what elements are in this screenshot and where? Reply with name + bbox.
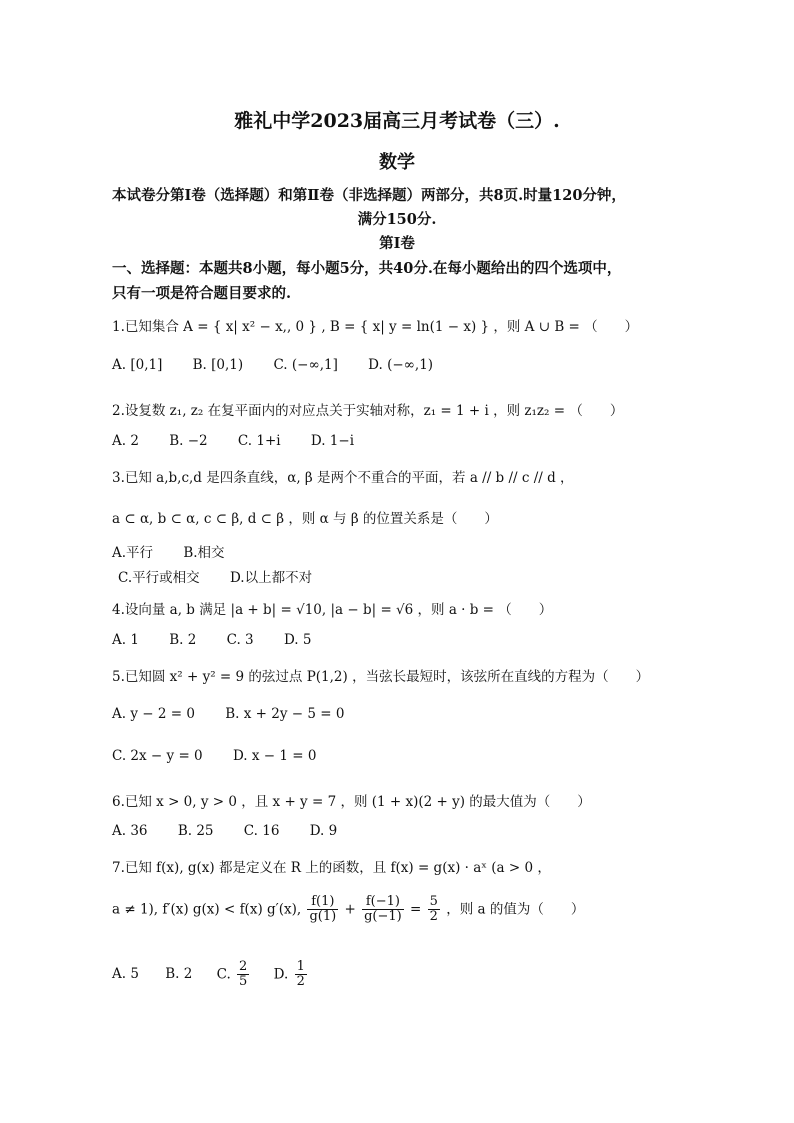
fraction-f1-g1: $\frac{f(1)}{g(1)}$ <box>309 894 337 925</box>
section-instructions-2: 只有一项是符合题目要求的. <box>112 285 292 302</box>
intro-line-1: 本试卷分第Ⅰ卷（选择题）和第Ⅱ卷（非选择题）两部分，共8页.时量120分钟， <box>112 187 626 204</box>
option-b: B. 2 <box>169 632 197 648</box>
condition-text: a ≠ 1), f′(x) g(x) < f(x) g′(x), <box>112 901 302 918</box>
question-3-options-row1 <box>112 541 251 561</box>
question-7-ask: ，则 a 的值为（ ） <box>446 901 585 918</box>
question-4-options <box>112 632 337 648</box>
option-d-label: D. <box>273 966 289 983</box>
question-2-stem: 2.设复数 z₁, z₂ 在复平面内的对应点关于实轴对称，z₁ = 1 + i ，则 z₁z₂ = （ ） <box>112 403 624 419</box>
question-5-options-row1 <box>112 706 370 722</box>
option-b: B. 25 <box>177 823 214 839</box>
intro-line-2: 满分150分. <box>357 211 437 228</box>
option-b: B. x + 2y − 5 = 0 <box>225 706 345 722</box>
option-a: A.平行 <box>112 545 154 561</box>
fraction-5-2: $\frac{5}{2}$ <box>429 894 438 925</box>
option-d: D.以上都不对 <box>229 570 313 586</box>
option-a: A. 36 <box>112 823 148 839</box>
option-a: A. y − 2 = 0 <box>112 706 195 722</box>
fraction-fm1-gm1: $\frac{f(-1)}{g(-1)}$ <box>364 894 402 925</box>
option-c-label: C. <box>216 966 231 983</box>
option-a: A. [0,1] <box>112 357 163 373</box>
question-7-stem: 7.已知 f(x), g(x) 都是定义在 R 上的函数，且 f(x) = g(x) · aˣ (a > 0 ， <box>112 860 551 876</box>
option-a: A. 2 <box>112 433 139 449</box>
section-instructions-1: 一、选择题：本题共8小题，每小题5分，共40分.在每小题给出的四个选项中， <box>112 260 622 277</box>
subject-heading: 数学 <box>379 152 415 173</box>
page-title: 雅礼中学2023届高三月考试卷（三）. <box>234 110 560 132</box>
option-b: B. [0,1) <box>192 357 244 373</box>
question-3-stem-cont: a ⊂ α, b ⊂ α, c ⊂ β, d ⊂ β ，则 α 与 β 的位置关系是（ ） <box>112 511 498 527</box>
option-c: C. 3 <box>226 632 254 648</box>
option-c-fraction: $\frac{2}{5}$ <box>239 959 248 990</box>
option-a: A. 5 <box>112 966 139 983</box>
option-d: D. x − 1 = 0 <box>232 748 317 764</box>
option-d: D. (−∞,1) <box>368 357 434 373</box>
part-heading: 第Ⅰ卷 <box>379 235 415 252</box>
question-1-stem: 1.已知集合 A = { x| x² − x,, 0 } , B = { x| y = ln(1 − x) } ，则 A ∪ B = （ ） <box>112 319 639 335</box>
option-c: C.平行或相交 <box>118 570 200 586</box>
question-6-stem: 6.已知 x > 0, y > 0 ，且 x + y = 7 ，则 (1 + x)(2 + y) 的最大值为（ ） <box>112 794 591 810</box>
option-b: B. 2 <box>165 966 193 983</box>
question-5-stem: 5.已知圆 x² + y² = 9 的弦过点 P(1,2) ，当弦长最短时，该弦所在直线的方程为（ ） <box>112 669 650 685</box>
question-6-options <box>112 823 363 839</box>
option-d: D. 1−i <box>310 433 355 449</box>
option-d-fraction: $\frac{1}{2}$ <box>296 959 305 990</box>
plus-sign: + <box>344 901 356 918</box>
option-c: C. 2x − y = 0 <box>112 748 203 764</box>
option-c: C. 1+i <box>237 433 281 449</box>
option-c: C. (−∞,1] <box>273 357 338 373</box>
question-4-stem: 4.设向量 a, b 满足 |a + b| = √10, |a − b| = √6 ，则 a · b = （ ） <box>112 602 553 618</box>
question-3-options-row2 <box>118 566 338 586</box>
question-1-options <box>112 357 459 373</box>
question-2-options <box>112 433 380 449</box>
option-b: B. −2 <box>169 433 208 449</box>
equals-sign: = <box>410 901 422 918</box>
question-7-stem-cont <box>112 895 584 925</box>
option-d: D. 5 <box>283 632 312 648</box>
option-a: A. 1 <box>112 632 139 648</box>
option-d: D. 9 <box>309 823 338 839</box>
question-3-stem: 3.已知 a,b,c,d 是四条直线，α, β 是两个不重合的平面，若 a // b // c // d ， <box>112 470 574 486</box>
question-7-options <box>112 960 309 990</box>
option-b: B.相交 <box>183 545 225 561</box>
question-5-options-row2 <box>112 748 342 764</box>
option-c: C. 16 <box>243 823 280 839</box>
